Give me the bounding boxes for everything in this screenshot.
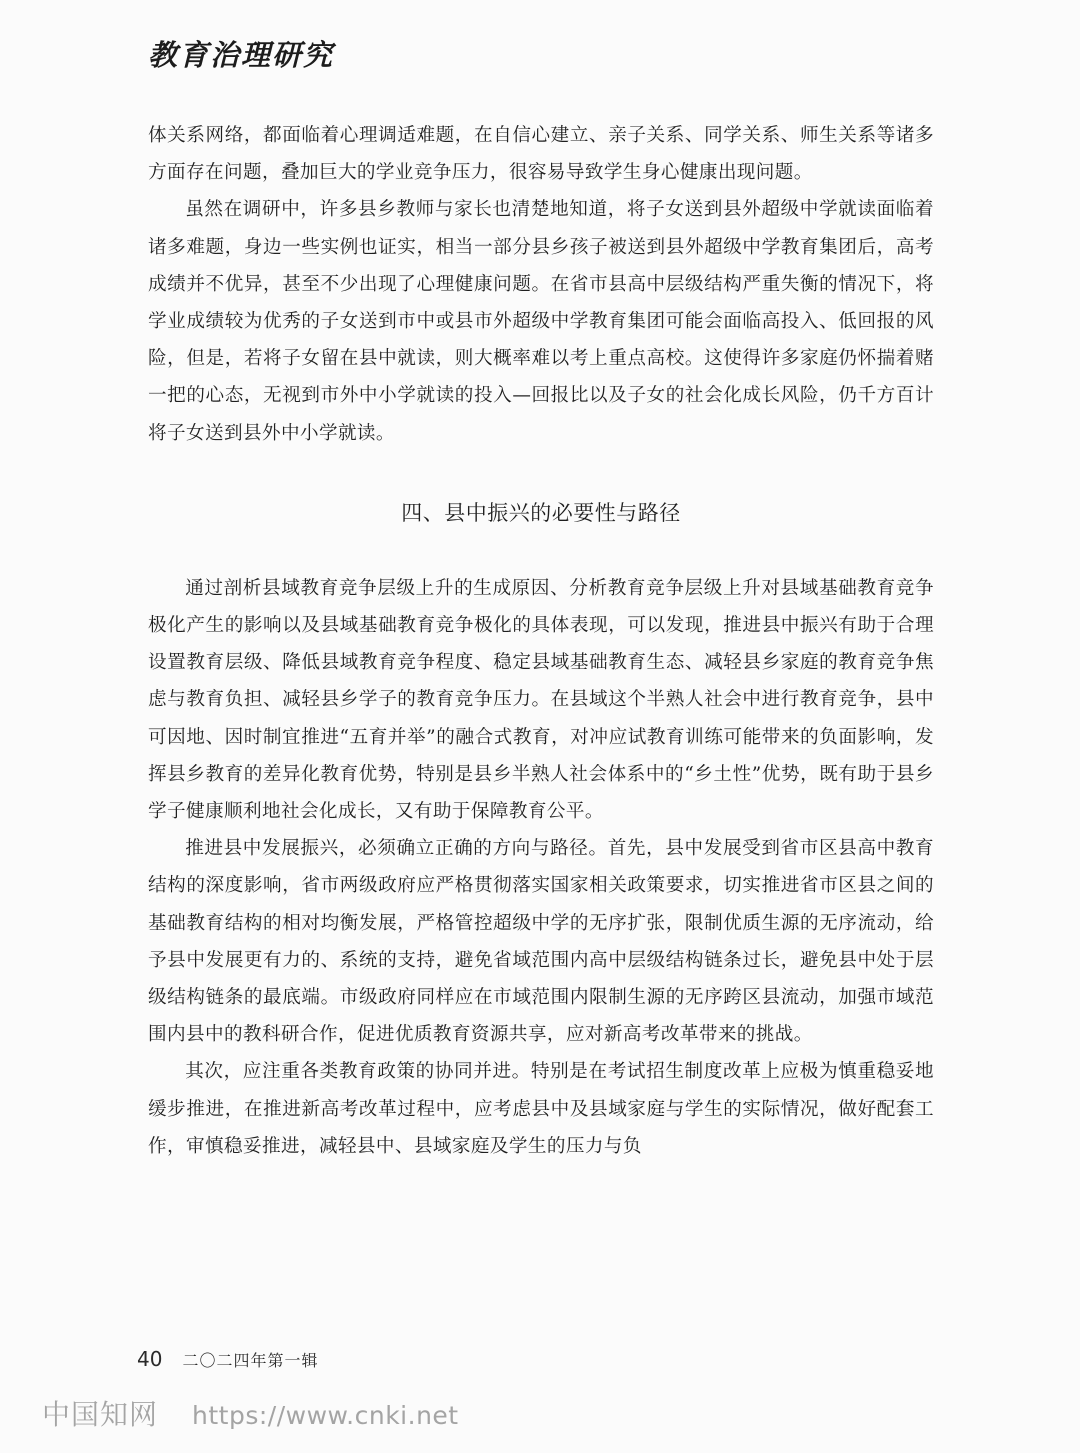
section-heading: 四、县中振兴的必要性与路径 (401, 500, 681, 525)
paragraph-continued: 体关系网络，都面临着心理调适难题，在自信心建立、亲子关系、同学关系、师生关系等诸多方面存在问题，叠加巨大的学业竞争压力，很容易导致学生身心健康出现问题。 (148, 125, 934, 184)
cnki-logo-text: 中国知网 (42, 1398, 159, 1431)
paragraph: 通过剖析县域教育竞争层级上升的生成原因、分析教育竞争层级上升对县域基础教育竞争极化产生的影响以及县域基础教育竞争极化的具体表现，可以发现，推进县中振兴有助于合理设置教育层级、降低县域教育竞争程度、稳定县域基础教育生态、减轻县乡家庭的教育竞争焦虑与教育负担、减轻县乡学子的教育竞争压力。在县域这个半熟人社会中进行教育竞争，县中可因地、因时制宜推进“五育并举”的融合式教育，对冲应试教育训练可能带来的负面影响，发挥县乡教育的差异化教育优势，特别是县乡半熟人社会体系中的“乡土性”优势，既有助于县乡学子健康顺利地社会化成长，又有助于保障教育公平。 (148, 577, 934, 823)
cnki-url: https://www.cnki.net (192, 1401, 459, 1430)
page-number: 40 (137, 1347, 163, 1371)
paragraph: 虽然在调研中，许多县乡教师与家长也清楚地知道，将子女送到县外超级中学就读面临着诸多难题，身边一些实例也证实，相当一部分县乡孩子被送到县外超级中学教育集团后，高考成绩并不优异，甚至不少出现了心理健康问题。在省市县高中层级结构严重失衡的情况下，将学业成绩较为优秀的子女送到市中或县市外超级中学教育集团可能会面临高投入、低回报的风险，但是，若将子女留在县中就读，则大概率难以考上重点高校。这使得许多家庭仍怀揣着赌一把的心态，无视到市外中小学就读的投入—回报比以及子女的社会化成长风险，仍千方百计将子女送到县外中小学就读。 (148, 199, 934, 444)
cnki-watermark (42, 1393, 459, 1433)
issue-label: 二〇二四年第一辑 (182, 1351, 319, 1370)
page-footer (137, 1347, 318, 1371)
paragraph: 其次，应注重各类教育政策的协同并进。特别是在考试招生制度改革上应极为慎重稳妥地缓步推进，在推进新高考改革过程中，应考虑县中及县域家庭与学生的实际情况，做好配套工作，审慎稳妥推进，减轻县中、县域家庭及学生的压力与负 (148, 1061, 934, 1157)
article-body (148, 117, 934, 1165)
paragraph: 推进县中发展振兴，必须确立正确的方向与路径。首先，县中发展受到省市区县高中教育结构的深度影响，省市两级政府应严格贯彻落实国家相关政策要求，切实推进省市区县之间的基础教育结构的相对均衡发展，严格管控超级中学的无序扩张，限制优质生源的无序流动，给予县中发展更有力的、系统的支持，避免省域范围内高中层级结构链条过长，避免县中处于层级结构链条的最底端。市级政府同样应在市域范围内限制生源的无序跨区县流动，加强市域范围内县中的教科研合作，促进优质教育资源共享，应对新高考改革带来的挑战。 (148, 838, 934, 1046)
journal-title: 教育治理研究 (148, 38, 335, 72)
